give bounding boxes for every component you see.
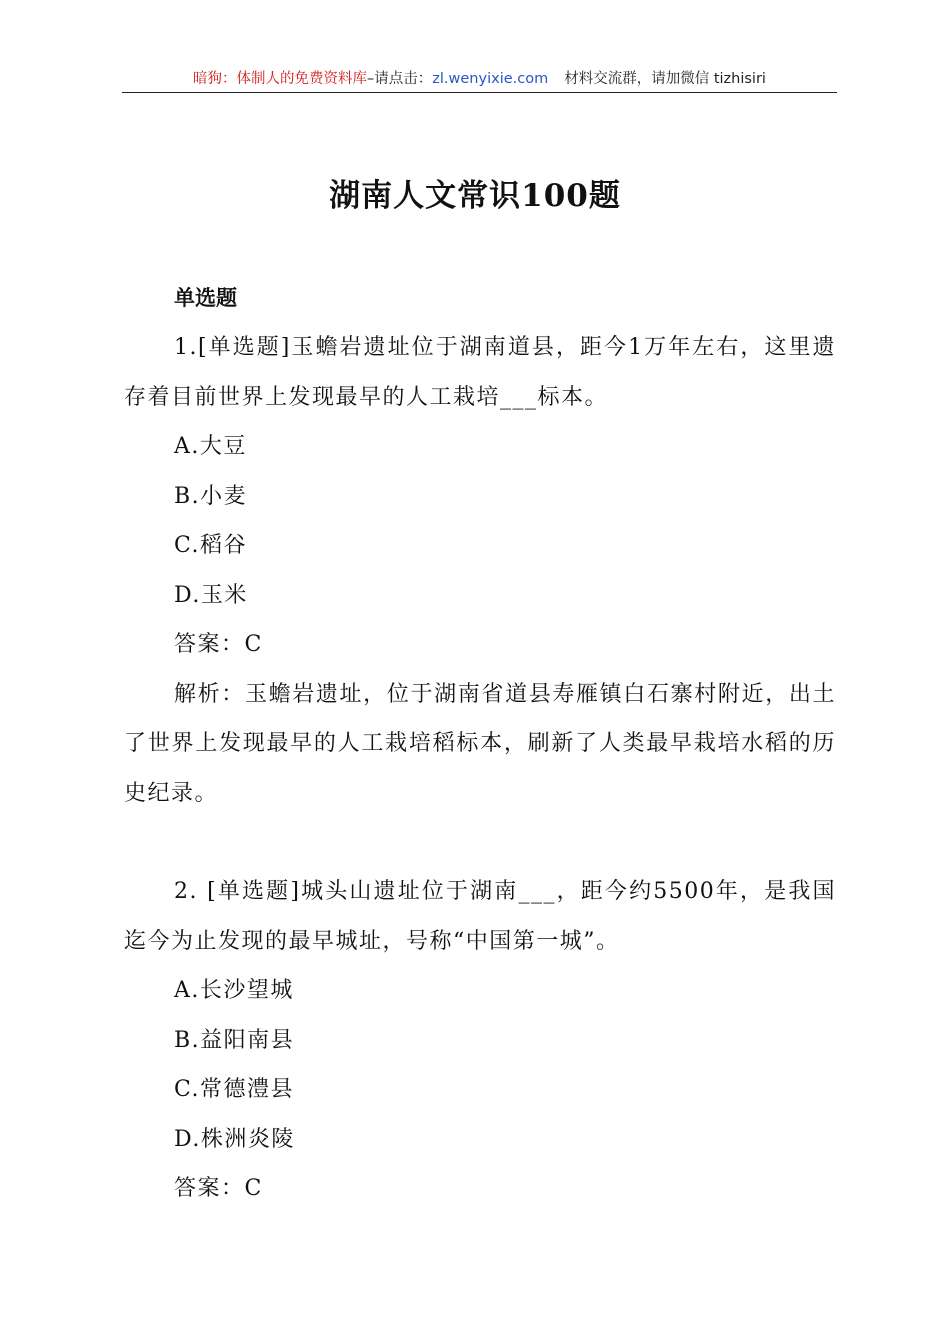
question-option-c: C.稻谷 xyxy=(174,533,248,558)
question-stem: 2. [单选题]城头山遗址位于湖南___，距今约5500年，是我国迄今为止发现的最早城址，号称“中国第一城”。 xyxy=(124,879,836,954)
page-header xyxy=(122,66,837,93)
question-analysis: 解析：玉蟾岩遗址，位于湖南省道县寿雁镇白石寨村附近，出土了世界上发现最早的人工栽培稻标本，刷新了人类最早栽培水稻的历史纪录。 xyxy=(124,681,836,806)
header-site-link[interactable]: zl.wenyixie.com xyxy=(432,71,549,87)
document-title: 湖南人文常识100题 xyxy=(329,178,621,214)
question-option-a: A.长沙望城 xyxy=(174,978,294,1003)
question-stem: 1.[单选题]玉蟾岩遗址位于湖南道县，距今1万年左右，这里遗存着目前世界上发现最早的人工栽培___标本。 xyxy=(124,335,836,410)
question-answer: 答案：C xyxy=(174,632,263,657)
question-option-c: C.常德澧县 xyxy=(174,1077,295,1102)
header-click-prompt: –请点击： xyxy=(367,71,433,87)
question-separator xyxy=(124,818,836,867)
question-option-d: D.玉米 xyxy=(174,582,248,608)
header-site-name: 暗狗：体制人的免费资料库 xyxy=(193,71,368,87)
header-wechat-note: 材料交流群，请加微信 tizhisiri xyxy=(564,71,766,87)
document-body xyxy=(124,323,836,1214)
question-option-d: D.株洲炎陵 xyxy=(174,1126,295,1152)
section-title: 单选题 xyxy=(174,285,237,310)
question-option-a: A.大豆 xyxy=(174,434,247,459)
question-option-b: B.益阳南县 xyxy=(174,1027,295,1053)
question-option-b: B.小麦 xyxy=(174,483,248,509)
question-answer: 答案：C xyxy=(174,1176,263,1201)
question-block xyxy=(124,867,836,1214)
question-block xyxy=(124,323,836,818)
